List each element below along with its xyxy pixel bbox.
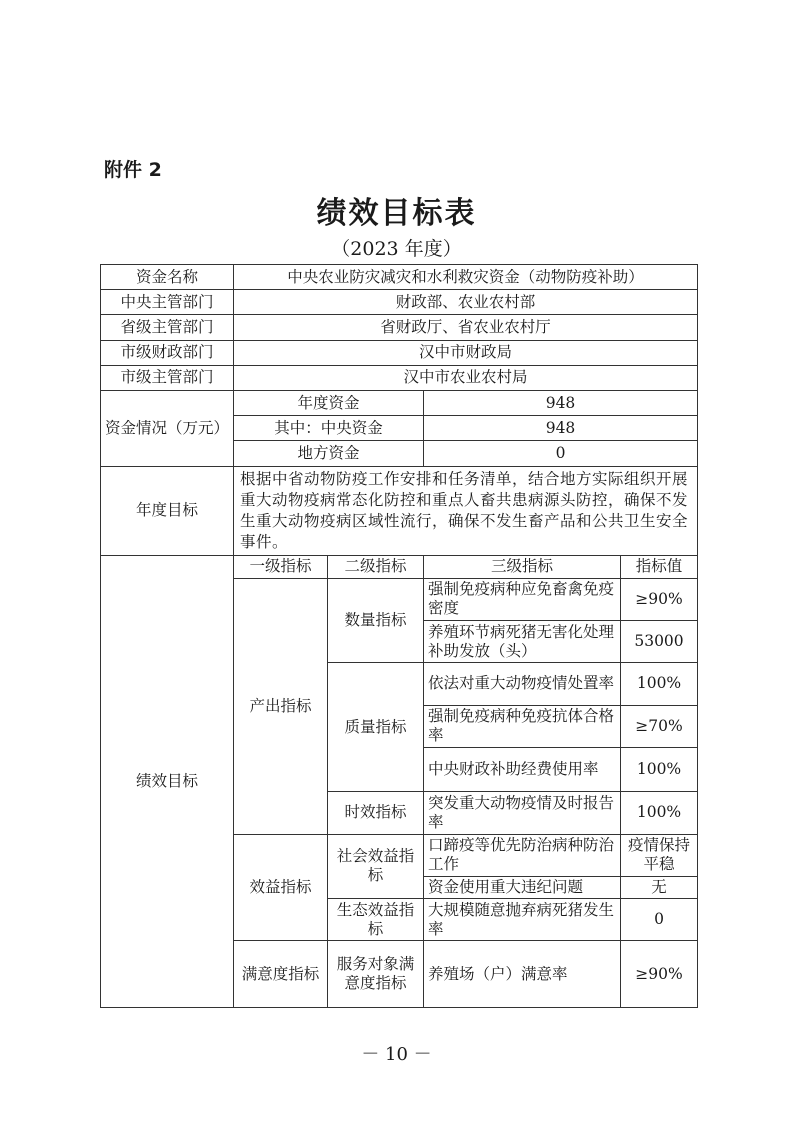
provincial-dept-label: 省级主管部门 [101, 315, 234, 340]
satisfaction-indicator: 满意度指标 [234, 941, 328, 1008]
indicator-name: 突发重大动物疫情及时报告率 [424, 792, 621, 834]
annual-funds-label: 年度资金 [234, 391, 424, 416]
indicator-value: ≥70% [621, 705, 698, 747]
city-dept: 汉中市农业农村局 [234, 365, 698, 390]
indicator-value: 0 [621, 899, 698, 941]
indicator-name: 资金使用重大违纪问题 [424, 876, 621, 898]
fund-name-label: 资金名称 [101, 265, 234, 290]
indicator-name: 强制免疫病种应免畜禽免疫密度 [424, 578, 621, 620]
quality-indicator: 质量指标 [328, 663, 424, 792]
performance-target-table [100, 264, 698, 1008]
social-benefit-indicator: 社会效益指标 [328, 834, 424, 899]
indicator-name: 依法对重大动物疫情处置率 [424, 663, 621, 705]
city-finance: 汉中市财政局 [234, 340, 698, 365]
city-finance-label: 市级财政部门 [101, 340, 234, 365]
local-funds-value: 0 [424, 441, 698, 466]
indicator-value: 疫情保持平稳 [621, 834, 698, 876]
quantity-indicator: 数量指标 [328, 578, 424, 663]
indicator-value: 无 [621, 876, 698, 898]
header-l1: 一级指标 [234, 556, 328, 578]
year-label: （2023 年度） [331, 238, 462, 260]
indicator-value: ≥90% [621, 941, 698, 1008]
output-indicator: 产出指标 [234, 578, 328, 834]
indicator-name: 养殖环节病死猪无害化处理补助发放（头） [424, 620, 621, 662]
attachment-label: 附件 2 [104, 159, 162, 181]
indicator-name: 大规模随意抛弃病死猪发生率 [424, 899, 621, 941]
indicator-value: 53000 [621, 620, 698, 662]
ecological-benefit-indicator: 生态效益指标 [328, 899, 424, 941]
annual-funds-value: 948 [424, 391, 698, 416]
document-title: 绩效目标表 [316, 196, 477, 231]
header-l2: 二级指标 [328, 556, 424, 578]
header-value: 指标值 [621, 556, 698, 578]
central-funds-value: 948 [424, 416, 698, 441]
service-satisfaction-indicator: 服务对象满意度指标 [328, 941, 424, 1008]
perf-label: 绩效目标 [101, 556, 234, 1008]
indicator-value: 100% [621, 747, 698, 791]
page-number: － 10 － [361, 1044, 432, 1065]
provincial-dept: 省财政厅、省农业农村厅 [234, 315, 698, 340]
indicator-name: 中央财政补助经费使用率 [424, 747, 621, 791]
indicator-value: 100% [621, 663, 698, 705]
indicator-value: ≥90% [621, 578, 698, 620]
annual-goal-label: 年度目标 [101, 466, 234, 556]
timeliness-indicator: 时效指标 [328, 792, 424, 834]
indicator-value: 100% [621, 792, 698, 834]
funds-label: 资金情况（万元） [101, 391, 234, 467]
city-dept-label: 市级主管部门 [101, 365, 234, 390]
central-dept: 财政部、农业农村部 [234, 290, 698, 315]
central-dept-label: 中央主管部门 [101, 290, 234, 315]
header-l3: 三级指标 [424, 556, 621, 578]
indicator-name: 强制免疫病种免疫抗体合格率 [424, 705, 621, 747]
benefit-indicator: 效益指标 [234, 834, 328, 941]
fund-name: 中央农业防灾减灾和水利救灾资金（动物防疫补助） [234, 265, 698, 290]
annual-goal-text: 根据中省动物防疫工作安排和任务清单，结合地方实际组织开展重大动物疫病常态化防控和重点人畜共患病源头防控，确保不发生重大动物疫病区域性流行，确保不发生畜产品和公共卫生安全事件。 [234, 466, 698, 556]
indicator-name: 口蹄疫等优先防治病种防治工作 [424, 834, 621, 876]
indicator-name: 养殖场（户）满意率 [424, 941, 621, 1008]
local-funds-label: 地方资金 [234, 441, 424, 466]
central-funds-label: 其中：中央资金 [234, 416, 424, 441]
